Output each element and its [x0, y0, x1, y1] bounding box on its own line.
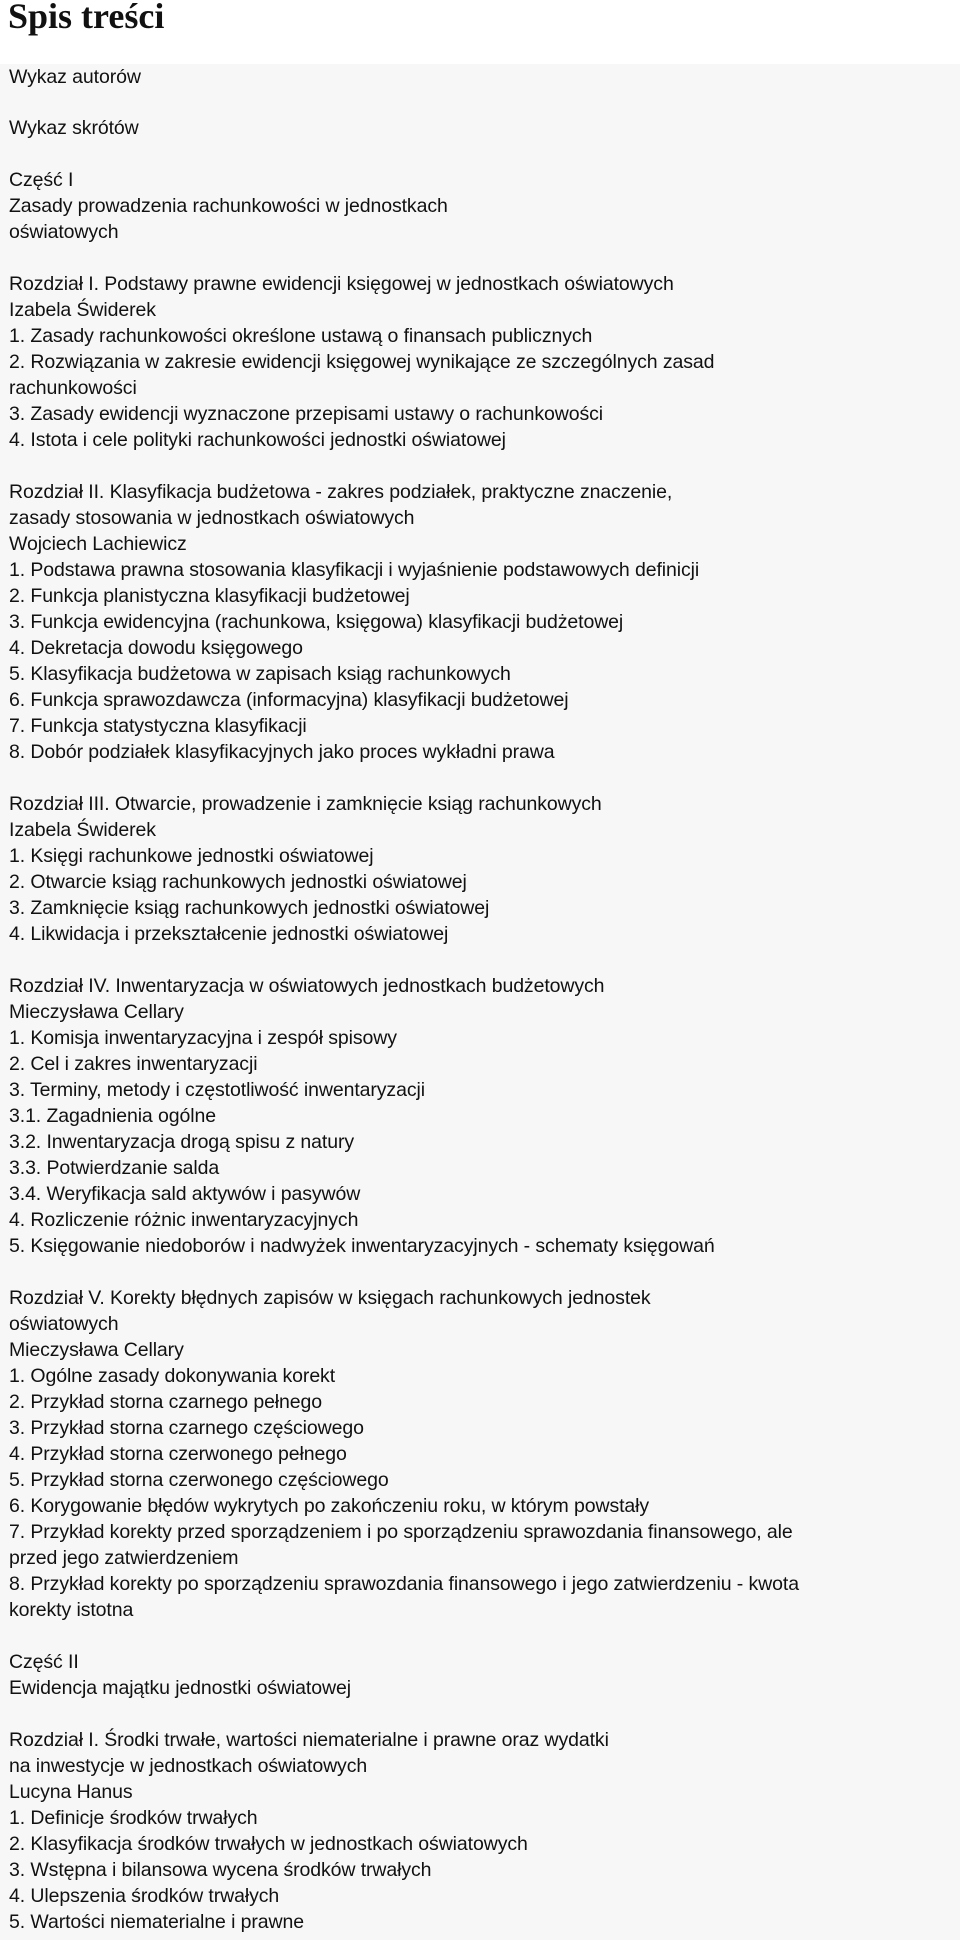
toc-section[interactable]: 2. Otwarcie ksiąg rachunkowych jednostki oświatowej	[9, 871, 467, 893]
toc-author: Izabela Świderek	[9, 299, 156, 321]
toc-section[interactable]: 2. Klasyfikacja środków trwałych w jednostkach oświatowych	[9, 1833, 528, 1855]
toc-chapter-title[interactable]: Rozdział I. Środki trwałe, wartości niematerialne i prawne oraz wydatki	[9, 1729, 609, 1751]
toc-section[interactable]: 4. Istota i cele polityki rachunkowości jednostki oświatowej	[9, 429, 506, 451]
toc-section[interactable]: 4. Przykład storna czerwonego pełnego	[9, 1443, 347, 1465]
toc-part-heading[interactable]: Część II	[9, 1651, 79, 1673]
toc-section[interactable]: 5. Przykład storna czerwonego częściowego	[9, 1469, 389, 1491]
toc-chapter-title[interactable]: zasady stosowania w jednostkach oświatowych	[9, 507, 415, 529]
toc-section[interactable]: przed jego zatwierdzeniem	[9, 1547, 239, 1569]
toc-section[interactable]: 3.2. Inwentaryzacja drogą spisu z natury	[9, 1131, 355, 1153]
toc-section[interactable]: 6. Korygowanie błędów wykrytych po zakończeniu roku, w którym powstały	[9, 1495, 650, 1517]
toc-author: Mieczysława Cellary	[9, 1001, 184, 1023]
toc-chapter-title[interactable]: oświatowych	[9, 1313, 119, 1335]
toc-section[interactable]: 8. Przykład korekty po sporządzeniu sprawozdania finansowego i jego zatwierdzeniu - kwota	[9, 1573, 799, 1595]
toc-section[interactable]: 3. Terminy, metody i częstotliwość inwentaryzacji	[9, 1079, 425, 1101]
toc-section[interactable]: 1. Księgi rachunkowe jednostki oświatowej	[9, 845, 374, 867]
toc-author: Izabela Świderek	[9, 819, 156, 841]
toc-section[interactable]: 5. Klasyfikacja budżetowa w zapisach ksiąg rachunkowych	[9, 663, 511, 685]
toc-part-title[interactable]: Ewidencja majątku jednostki oświatowej	[9, 1677, 351, 1699]
toc-section[interactable]: 5. Księgowanie niedoborów i nadwyżek inwentaryzacyjnych - schematy księgowań	[9, 1235, 715, 1257]
toc-section[interactable]: 1. Ogólne zasady dokonywania korekt	[9, 1365, 336, 1387]
toc-section[interactable]: 1. Definicje środków trwałych	[9, 1807, 258, 1829]
toc-section[interactable]: 4. Rozliczenie różnic inwentaryzacyjnych	[9, 1209, 359, 1231]
page-title: Spis treści	[8, 0, 165, 36]
toc-section[interactable]: 7. Przykład korekty przed sporządzeniem i po sporządzeniu sprawozdania finansowego, ale	[9, 1521, 793, 1543]
toc-entry[interactable]: Wykaz skrótów	[9, 117, 139, 139]
toc-section[interactable]: 2. Rozwiązania w zakresie ewidencji księgowej wynikające ze szczególnych zasad	[9, 351, 715, 373]
toc-part-title[interactable]: Zasady prowadzenia rachunkowości w jednostkach	[9, 195, 448, 217]
toc-section[interactable]: 1. Zasady rachunkowości określone ustawą o finansach publicznych	[9, 325, 593, 347]
toc-section[interactable]: 2. Funkcja planistyczna klasyfikacji budżetowej	[9, 585, 410, 607]
toc-chapter-title[interactable]: Rozdział IV. Inwentaryzacja w oświatowych jednostkach budżetowych	[9, 975, 605, 997]
toc-section[interactable]: 8. Dobór podziałek klasyfikacyjnych jako proces wykładni prawa	[9, 741, 555, 763]
toc-section[interactable]: 3. Wstępna i bilansowa wycena środków trwałych	[9, 1859, 432, 1881]
toc-author: Mieczysława Cellary	[9, 1339, 184, 1361]
toc-chapter-title[interactable]: Rozdział V. Korekty błędnych zapisów w księgach rachunkowych jednostek	[9, 1287, 651, 1309]
toc-section[interactable]: 3. Zamknięcie ksiąg rachunkowych jednostki oświatowej	[9, 897, 490, 919]
toc-section[interactable]: 3.3. Potwierdzanie salda	[9, 1157, 220, 1179]
toc-section[interactable]: 3. Przykład storna czarnego częściowego	[9, 1417, 364, 1439]
toc-section[interactable]: 6. Funkcja sprawozdawcza (informacyjna) klasyfikacji budżetowej	[9, 689, 569, 711]
toc-section[interactable]: 4. Ulepszenia środków trwałych	[9, 1885, 280, 1907]
toc-part-title[interactable]: oświatowych	[9, 221, 119, 243]
toc-author: Lucyna Hanus	[9, 1781, 133, 1803]
toc-section[interactable]: 2. Cel i zakres inwentaryzacji	[9, 1053, 258, 1075]
toc-section[interactable]: 2. Przykład storna czarnego pełnego	[9, 1391, 323, 1413]
toc-section[interactable]: 7. Funkcja statystyczna klasyfikacji	[9, 715, 307, 737]
toc-section[interactable]: 3. Funkcja ewidencyjna (rachunkowa, księgowa) klasyfikacji budżetowej	[9, 611, 624, 633]
toc-section[interactable]: 1. Komisja inwentaryzacyjna i zespół spisowy	[9, 1027, 397, 1049]
toc-chapter-title[interactable]: na inwestycje w jednostkach oświatowych	[9, 1755, 368, 1777]
toc-chapter-title[interactable]: Rozdział I. Podstawy prawne ewidencji księgowej w jednostkach oświatowych	[9, 273, 674, 295]
toc-chapter-title[interactable]: Rozdział II. Klasyfikacja budżetowa - zakres podziałek, praktyczne znaczenie,	[9, 481, 673, 503]
toc-section[interactable]: rachunkowości	[9, 377, 137, 399]
toc-section[interactable]: 4. Dekretacja dowodu księgowego	[9, 637, 303, 659]
toc-section[interactable]: 3.1. Zagadnienia ogólne	[9, 1105, 216, 1127]
toc-section[interactable]: 5. Wartości niematerialne i prawne	[9, 1911, 305, 1933]
toc-entry[interactable]: Wykaz autorów	[9, 66, 141, 88]
toc-section[interactable]: 4. Likwidacja i przekształcenie jednostki oświatowej	[9, 923, 449, 945]
toc-section[interactable]: 3.4. Weryfikacja sald aktywów i pasywów	[9, 1183, 361, 1205]
toc-section[interactable]: korekty istotna	[9, 1599, 134, 1621]
toc-part-heading[interactable]: Część I	[9, 169, 74, 191]
toc-section[interactable]: 1. Podstawa prawna stosowania klasyfikacji i wyjaśnienie podstawowych definicji	[9, 559, 700, 581]
toc-author: Wojciech Lachiewicz	[9, 533, 187, 555]
toc-section[interactable]: 3. Zasady ewidencji wyznaczone przepisami ustawy o rachunkowości	[9, 403, 604, 425]
toc-chapter-title[interactable]: Rozdział III. Otwarcie, prowadzenie i zamknięcie ksiąg rachunkowych	[9, 793, 602, 815]
